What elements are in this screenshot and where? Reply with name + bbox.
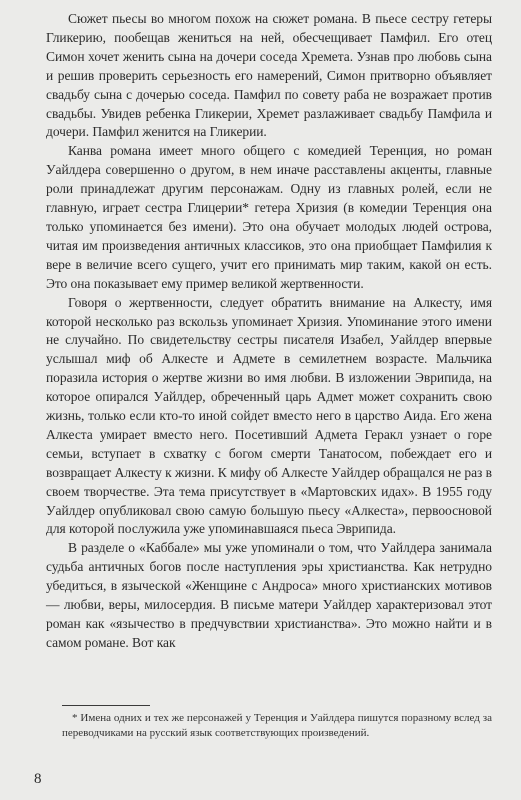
footnote: * Имена одних и тех же персонажей у Теренция и Уайлдера пишутся поразному вслед за переводчиками на русский язык соответствующих произведений. xyxy=(62,712,492,739)
paragraph: Канва романа имеет много общего с комедией Теренция, но роман Уайлдера совершенно о другом, в нем иначе расставлены акценты, главные роли принадлежат другим персонажам. Одну из главных ролей, если не главную, играет сестра Глицерии* гетера Хризия (в комедии Теренция она только упоминается без имени). Это она обучает молодых людей острова, читая им произведения античных классиков, это она приобщает Памфилия к вере в величие всего сущего, учит его принимать мир таким, какой он есть. Это она показывает ему пример великой жертвенности. xyxy=(46,143,492,291)
paragraph: Сюжет пьесы во многом похож на сюжет романа. В пьесе сестру гетеры Гликерию, пообещав жениться на ней, обесчещивает Памфил. Его отец Симон хочет женить сына на дочери соседа Хремета. Узнав про любовь сына и решив проверить серьезность его намерений, Симон притворно объявляет свадьбу сына с дочерью соседа. Памфил по совету раба не возражает против свадьбы. Увидев ребенка Гликерии, Хремет разлаживает свадьбу Памфила и дочери. Памфил женится на Гликерии. xyxy=(46,11,492,140)
paragraph: В разделе о «Каббале» мы уже упоминали о том, что Уайлдера занимала судьба античных богов после наступления эры христианства. Как нетрудно убедиться, в языческой «Женщине с Андроса» много христианских мотивов — любви, веры, милосердия. В письме матери Уайлдер характеризовал этот роман как «язычество в предчувствии христианства». Это можно найти и в самом романе. Вот как xyxy=(46,540,492,650)
footnote-divider xyxy=(62,705,150,706)
main-text xyxy=(46,10,492,653)
paragraph: Говоря о жертвенности, следует обратить внимание на Алкесту, имя которой несколько раз вскользь упоминает Хризия. Упоминание этого имени не случайно. По свидетельству сестры писателя Изабел, Уайлдер впервые услышал миф об Алкесте и Адмете в семилетнем возрасте. Мальчика поразила история о жертве жизни во имя любви. В изложении Эврипида, на которое опирался Уайлдер, обреченный царь Адмет может сохранить свою жизнь, только если кто-то иной сойдет вместо него в царство Аида. Его жена Алкеста умирает вместо него. Посетивший Адмета Геракл узнает о горе семьи, вступает в схватку с богом смерти Танатосом, побеждает его и возвращает Алкесту к жизни. К мифу об Алкесте Уайлдер обращался не раз в своем творчестве. Эта тема присутствует в «Мартовских идах». В 1955 году Уайлдер опубликовал свою самую большую пьесу «Алкеста», первоосновой для которой послужила уже упоминавшаяся пьеса Эврипида. xyxy=(46,294,492,537)
page-number: 8 xyxy=(34,771,42,787)
